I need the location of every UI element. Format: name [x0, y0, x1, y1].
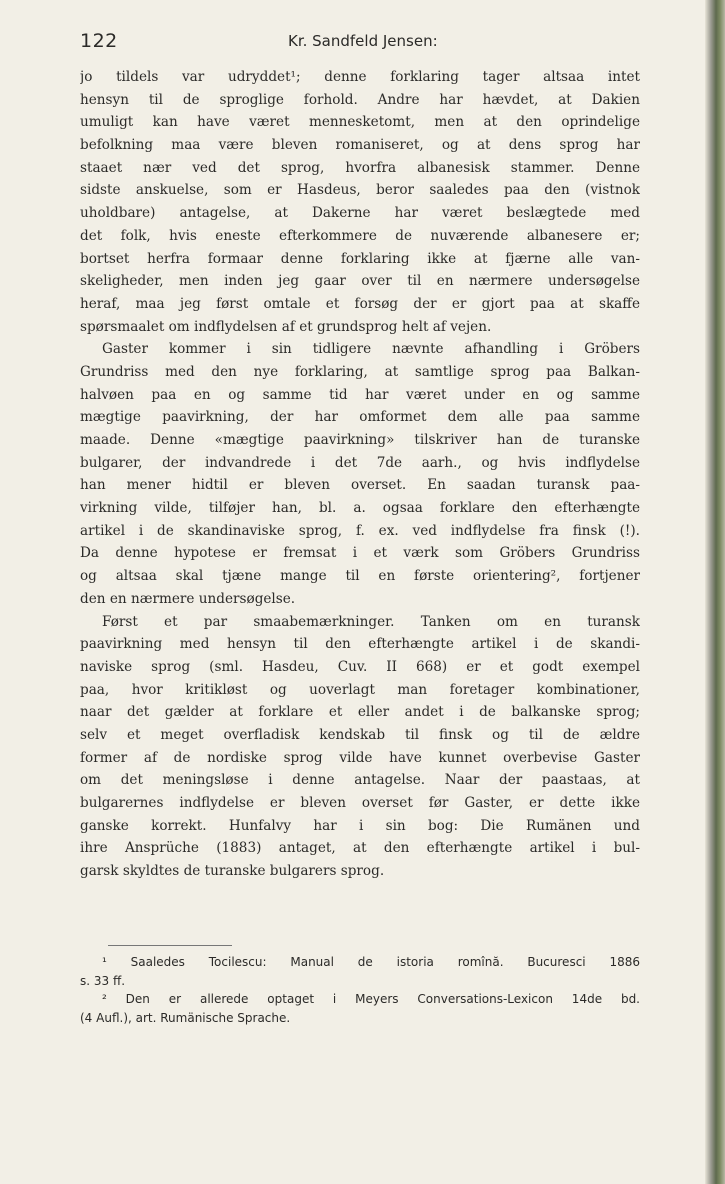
- text-line: ihre Ansprüche (1883) antaget, at den efterhængte artikel i bul-: [80, 840, 640, 857]
- text-line: artikel i de skandinaviske sprog, f. ex. ved indflydelse fra finsk (!).: [80, 522, 640, 539]
- text-line: Grundriss med den nye forklaring, at samtlige sprog paa Balkan-: [80, 363, 640, 380]
- text-line: virkning vilde, tilføjer han, bl. a. ogsaa forklare den efterhængte: [80, 500, 640, 517]
- text-line: befolkning maa være bleven romaniseret, og at dens sprog har: [80, 137, 640, 154]
- text-line: bulgarernes indflydelse er bleven overset før Gaster, er dette ikke: [80, 795, 640, 811]
- running-head: Kr. Sandfeld Jensen:: [288, 32, 438, 50]
- text-line: paa, hvor kritikløst og uoverlagt man foretager kombinationer,: [80, 681, 640, 698]
- text-line: hensyn til de sproglige forhold. Andre har hævdet, at Dakien: [80, 91, 640, 108]
- text-line: Da denne hypotese er fremsat i et værk som Gröbers Grundriss: [80, 545, 640, 562]
- text-line: bortset herfra formaar denne forklaring ikke at fjærne alle van-: [80, 250, 640, 267]
- text-line: den en nærmere undersøgelse.: [80, 590, 296, 607]
- text-line: Først et par smaabemærkninger. Tanken om en turansk: [102, 613, 640, 630]
- footnote-line: (4 Aufl.), art. Rumänische Sprache.: [80, 1010, 291, 1025]
- page-header: [80, 30, 640, 60]
- text-line: maade. Denne «mægtige paavirkning» tilskriver han de turanske: [80, 432, 640, 448]
- text-line: om det meningsløse i denne antagelse. Naar der paastaas, at: [80, 772, 640, 789]
- text-line: han mener hidtil er bleven overset. En saadan turansk paa-: [80, 477, 640, 494]
- footnotes: [80, 953, 640, 1027]
- text-line: naviske sprog (sml. Hasdeu, Cuv. II 668) er et godt exempel: [80, 658, 640, 675]
- text-line: uholdbare) antagelse, at Dakerne har været beslægtede med: [80, 205, 640, 222]
- text-line: bulgarer, der indvandrede i det 7de aarh., og hvis indflydelse: [80, 454, 640, 471]
- text-line: mægtige paavirkning, der har omformet dem alle paa samme: [80, 409, 640, 426]
- text-line: jo tildels var udryddet¹; denne forklaring tager altsaa intet: [80, 69, 640, 85]
- text-line: Gaster kommer i sin tidligere nævnte afhandling i Gröbers: [102, 341, 640, 358]
- footnote-line: ² Den er allerede optaget i Meyers Conversations-Lexicon 14de bd.: [102, 992, 640, 1006]
- body-text: [80, 66, 640, 883]
- footnote-line: s. 33 ff.: [80, 973, 126, 988]
- page-edge: [705, 0, 725, 1184]
- footnote-line: ¹ Saaledes Tocilescu: Manual de istoria romînă. Bucuresci 1886: [102, 955, 640, 969]
- text-line: skeligheder, men inden jeg gaar over til en nærmere undersøgelse: [80, 273, 640, 290]
- text-line: heraf, maa jeg først omtale et forsøg der er gjort paa at skaffe: [80, 295, 640, 312]
- text-line: sidste anskuelse, som er Hasdeus, beror saaledes paa den (vistnok: [80, 182, 640, 199]
- text-line: og altsaa skal tjæne mange til en første orientering², fortjener: [80, 568, 640, 585]
- text-line: spørsmaalet om indflydelsen af et grundsprog helt af vejen.: [80, 318, 492, 335]
- text-line: selv et meget overfladisk kendskab til finsk og til de ældre: [80, 726, 640, 743]
- text-line: umuligt kan have været mennesketomt, men at den oprindelige: [80, 114, 640, 131]
- text-line: paavirkning med hensyn til den efterhængte artikel i de skandi-: [80, 636, 640, 653]
- footnote-divider: [108, 945, 232, 946]
- text-line: halvøen paa en og samme tid har været under en og samme: [80, 386, 640, 403]
- text-line: naar det gælder at forklare et eller andet i de balkanske sprog;: [80, 704, 640, 721]
- text-line: former af de nordiske sprog vilde have kunnet overbevise Gaster: [80, 749, 640, 766]
- text-line: ganske korrekt. Hunfalvy har i sin bog: Die Rumänen und: [80, 817, 640, 834]
- page-number: 122: [80, 30, 118, 52]
- text-line: det folk, hvis eneste efterkommere de nuværende albanesere er;: [80, 227, 640, 244]
- text-line: staaet nær ved det sprog, hvorfra albanesisk stammer. Denne: [80, 159, 640, 176]
- text-line: garsk skyldtes de turanske bulgarers sprog.: [80, 863, 385, 880]
